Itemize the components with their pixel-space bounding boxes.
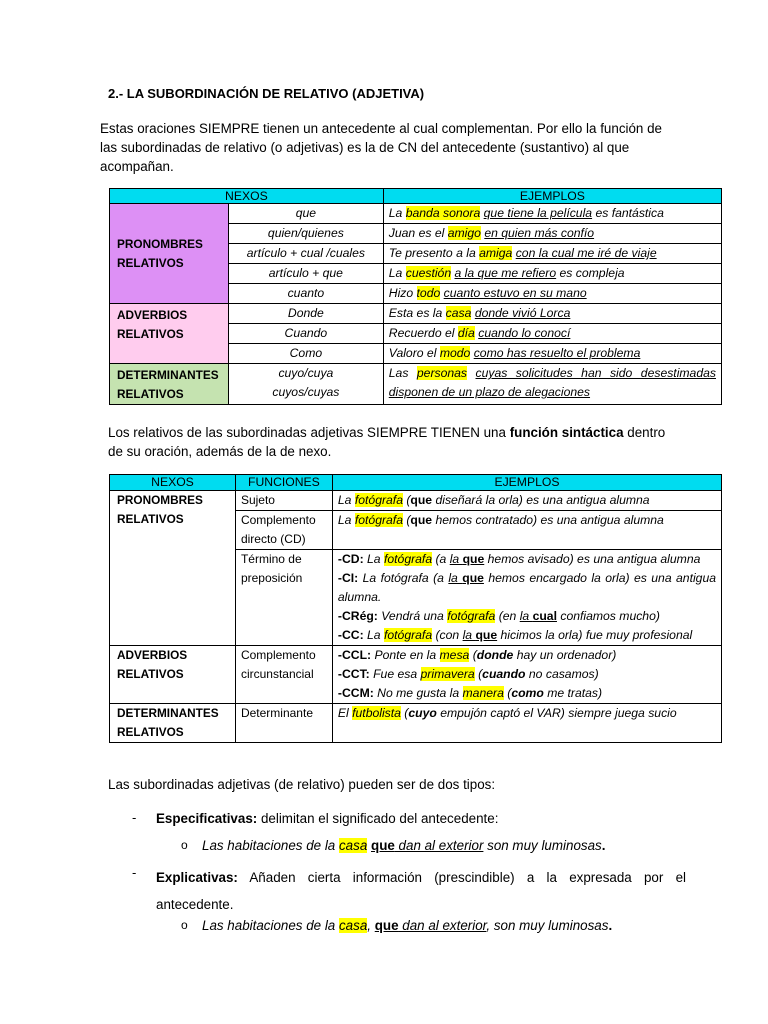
table-header: NEXOS FUNCIONES EJEMPLOS <box>110 475 722 491</box>
example-cell: La fotógrafa (que diseñará la orla) es una antigua alumna <box>332 491 721 511</box>
especificativas-item: Especificativas: delimitan el significado del antecedente: <box>156 811 499 826</box>
table-row: artículo + que La cuestión a la que me refiero es compleja <box>110 264 722 284</box>
functions-paragraph: Los relativos de las subordinadas adjetivas SIEMPRE TIENEN una función sintáctica dentro de su oración, además de la de nexo. <box>108 425 666 459</box>
dash-bullet: - <box>132 865 137 880</box>
example-cell: Juan es el amigo en quien más confío <box>383 224 721 244</box>
example-cell: -CD: La fotógrafa (a la que hemos avisado) es una antigua alumna -CI: La fotógrafa (a la que hemos encargado la orla) es una antigua alumna. -CRég: Vendrá una fotógrafa (en la cual confiamos mucho) -CC: La fotógrafa (con la que hicimos la orla) fue muy profesional <box>332 550 721 646</box>
example-cell: Recuerdo el día cuando lo conocí <box>383 324 721 344</box>
example-cell: Las personas cuyas solicitudes han sido desestimadas disponen de un plazo de alegaciones <box>383 364 721 405</box>
intro-paragraph: Estas oraciones SIEMPRE tienen un antecedente al cual complementan. Por ello la función de las subordinadas de relativo (o adjetivas) es la de CN del antecedente (sustantivo) al que acompañan. <box>100 121 662 174</box>
example-cell: -CCL: Ponte en la mesa (donde hay un ordenador) -CCT: Fue esa primavera (cuando no casamos) -CCM: No me gusta la manera (como me tratas) <box>332 646 721 704</box>
example-cell: La banda sonora que tiene la película es fantástica <box>383 204 721 224</box>
types-intro: Las subordinadas adjetivas (de relativo) pueden ser de dos tipos: <box>108 777 496 792</box>
category-pronombres: PRONOMBRES RELATIVOS <box>110 491 236 646</box>
example-cell: Hizo todo cuanto estuvo en su mano <box>383 284 721 304</box>
nexos-table <box>109 188 722 405</box>
table-row: cuanto Hizo todo cuanto estuvo en su mano <box>110 284 722 304</box>
table-row: DETERMINANTES RELATIVOS Determinante El futbolista (cuyo empujón captó el VAR) siempre juega sucio <box>110 704 722 743</box>
table-row: quien/quienes Juan es el amigo en quien más confío <box>110 224 722 244</box>
table-row: artículo + cual /cuales Te presento a la amiga con la cual me iré de viaje <box>110 244 722 264</box>
table-row: Cuando Recuerdo el día cuando lo conocí <box>110 324 722 344</box>
example-cell: Te presento a la amiga con la cual me iré de viaje <box>383 244 721 264</box>
functions-table <box>109 474 722 743</box>
header-ejemplos: EJEMPLOS <box>383 189 721 204</box>
table-row: PRONOMBRES RELATIVOS que La banda sonora que tiene la película es fantástica <box>110 204 722 224</box>
explicativas-example: Las habitaciones de la casa, que dan al exterior, son muy luminosas. <box>202 918 613 933</box>
circle-bullet: o <box>181 838 188 852</box>
example-cell: El futbolista (cuyo empujón captó el VAR) siempre juega sucio <box>332 704 721 743</box>
section-title: 2.- LA SUBORDINACIÓN DE RELATIVO (ADJETIVA) <box>108 86 425 101</box>
especificativas-example: Las habitaciones de la casa que dan al exterior son muy luminosas. <box>202 838 606 853</box>
category-adverbios: ADVERBIOS RELATIVOS <box>110 304 229 364</box>
table-row: PRONOMBRES RELATIVOS Sujeto La fotógrafa (que diseñará la orla) es una antigua alumna <box>110 491 722 511</box>
example-cell: Valoro el modo como has resuelto el problema <box>383 344 721 364</box>
table-row: Término de preposición -CD: La fotógrafa (a la que hemos avisado) es una antigua alumna -CI: La fotógrafa (a la que hemos encargado la orla) es una antigua alumna. -CRég: Vendrá una fotógrafa (en la cual confiamos mucho) -CC: La fotógrafa (con la que hicimos la orla) fue muy profesional <box>110 550 722 646</box>
table-row: ADVERBIOS RELATIVOS Complemento circunstancial -CCL: Ponte en la mesa (donde hay un ordenador) -CCT: Fue esa primavera (cuando no casamos) -CCM: No me gusta la manera (como me tratas) <box>110 646 722 704</box>
table-row: Complemento directo (CD) La fotógrafa (que hemos contratado) es una antigua alumna <box>110 511 722 550</box>
example-cell: Esta es la casa donde vivió Lorca <box>383 304 721 324</box>
explicativas-item: Explicativas: Añaden cierta información (prescindible) a la expresada por el antecedente. <box>156 870 686 912</box>
table-row: ADVERBIOS RELATIVOS Donde Esta es la casa donde vivió Lorca <box>110 304 722 324</box>
header-nexos: NEXOS <box>110 189 384 204</box>
circle-bullet: o <box>181 918 188 932</box>
category-determinantes: DETERMINANTES RELATIVOS <box>110 704 236 743</box>
category-adverbios: ADVERBIOS RELATIVOS <box>110 646 236 704</box>
category-pronombres: PRONOMBRES RELATIVOS <box>110 204 229 304</box>
example-cell: La fotógrafa (que hemos contratado) es una antigua alumna <box>332 511 721 550</box>
table-row: Como Valoro el modo como has resuelto el problema <box>110 344 722 364</box>
example-cell: La cuestión a la que me refiero es compleja <box>383 264 721 284</box>
table-header <box>110 189 722 204</box>
category-determinantes: DETERMINANTES RELATIVOS <box>110 364 229 405</box>
table-row: DETERMINANTES RELATIVOS cuyo/cuya cuyos/cuyas Las personas cuyas solicitudes han sido desestimadas disponen de un plazo de alegaciones <box>110 364 722 405</box>
dash-bullet: - <box>132 810 137 825</box>
